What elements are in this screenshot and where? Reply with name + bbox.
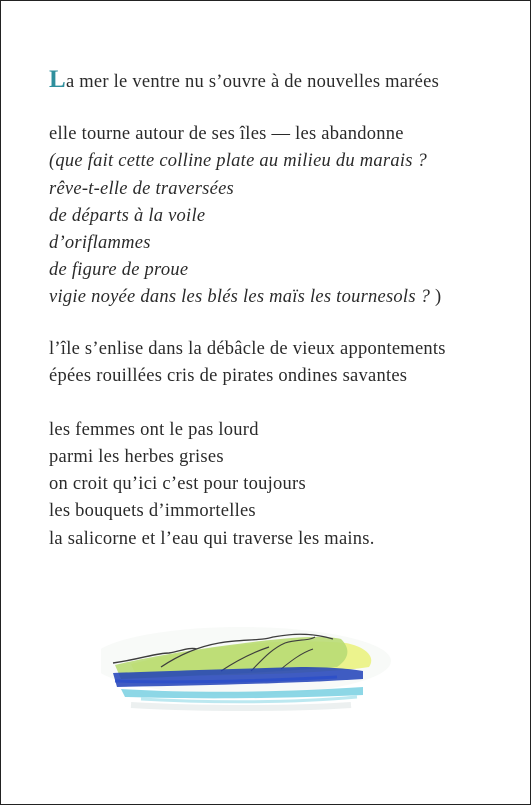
poem-line: d’oriflammes [49,232,151,253]
drop-cap: L [49,66,66,93]
poem-line: on croit qu’ici c’est pour toujours [49,474,306,495]
poem-line: (que fait cette colline plate au milieu du marais ? [49,151,428,172]
poem-line: les femmes ont le pas lourd [49,419,259,440]
poem-line: de départs à la voile [49,205,206,226]
poem-line: la salicorne et l’eau qui traverse les mains. [49,528,375,549]
stanza-break [49,94,519,121]
stanza-break [49,312,519,336]
poem-line [49,284,519,311]
stanza-break [49,390,519,417]
poem-line [49,67,519,94]
poem-line: l’île s’enlise dans la débâcle de vieux appontements [49,338,446,359]
poem-line: parmi les herbes grises [49,447,224,468]
water-wash [131,705,351,708]
poem-line: de figure de proue [49,260,189,281]
poem-line: épées rouillées cris de pirates ondines savantes [49,365,408,386]
poem [49,67,519,553]
closing-parenthesis: ) [435,287,442,308]
poem-line: les bouquets d’immortelles [49,501,256,522]
poem-line: rêve-t-elle de traversées [49,178,234,199]
island-sketch [101,609,391,729]
poem-line: elle tourne autour de ses îles — les abandonne [49,124,404,145]
poem-line-italic: vigie noyée dans les blés les maïs les tournesols ? [49,287,436,308]
first-line-text: a mer le ventre nu s’ouvre à de nouvelles marées [65,72,440,92]
